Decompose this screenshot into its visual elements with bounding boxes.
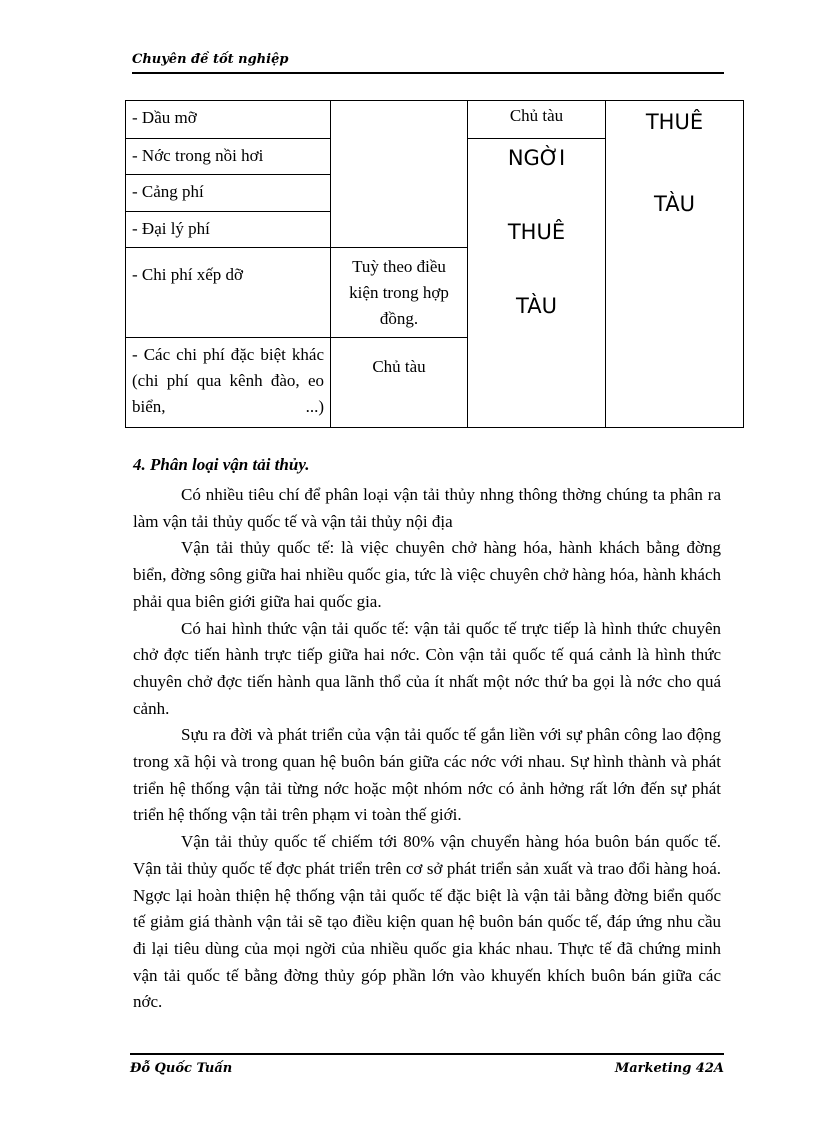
thue-label: THUÊ (507, 220, 566, 244)
table-cell-label: - Dầu mỡ (126, 101, 331, 139)
thue-label: THUÊ (645, 110, 704, 134)
table-cell-merged-thue-tau (606, 101, 744, 428)
header-title: Chuyên đề tốt nghiệp (132, 52, 289, 67)
table-cell-condition: Tuỳ theo điều kiện trong hợp đồng. (331, 248, 468, 338)
cost-allocation-table (125, 100, 744, 428)
table-cell-empty (331, 101, 468, 248)
table-cell-label: - Chi phí xếp dỡ (126, 248, 331, 338)
table-cell-label: - Đại lý phí (126, 212, 331, 248)
tau-label: TÀU (654, 192, 695, 216)
paragraph: Vận tải thủy quốc tế chiếm tới 80% vận chuyển hàng hóa buôn bán quốc tế. Vận tải thủy quốc tế đợc phát triển trên cơ sở phát triển sản xuất và trao đổi hàng hoá. Ngợc lại hoàn thiện hệ thống vận tải quốc tế đặc biệt là vận tải bằng đờng biển quốc tế giảm giá thành vận tải sẽ tạo điều kiện quan hệ buôn bán quốc tế, đáp ứng nhu cầu đi lại tiêu dùng của mọi ngời của nhiều quốc gia khác nhau. Thực tế đã chứng minh vận tải quốc tế bằng đờng thủy góp phần lớn vào khuyến khích buôn bán giữa các nớc. (133, 832, 721, 1012)
paragraph: Có hai hình thức vận tải quốc tế: vận tải quốc tế trực tiếp là hình thức chuyên chở đợc tiến hành trực tiếp giữa hai nớc. Còn vận tải quốc tế quá cảnh là hình thức chuyên chở đợc tiến hành qua lãnh thổ của ít nhất một nớc thứ ba gọi là nớc cho quá cảnh. (133, 618, 721, 718)
paragraph: Có nhiều tiêu chí để phân loại vận tải thủy nhng thông thờng chúng ta phân ra làm vận tải thủy quốc tế và vận tải thủy nội địa (133, 485, 721, 531)
table-cell-label: - Các chi phí đặc biệt khác (chi phí qua kênh đào, eo biển, ...) (126, 338, 331, 428)
paragraph: Vận tải thủy quốc tế: là việc chuyên chở hàng hóa, hành khách bằng đờng biển, đờng sông giữa hai nhiều quốc gia, tức là việc chuyên chở hàng hóa, hành khách phải qua biên giới giữa hai quốc gia. (133, 538, 721, 611)
table-cell-label: - Nớc trong nồi hơi (126, 139, 331, 175)
table-cell-owner: Chủ tàu (468, 101, 606, 139)
paragraph: Sựu ra đời và phát triển của vận tải quốc tế gắn liền với sự phân công lao động trong xã hội và trong quan hệ buôn bán giữa các nớc với nhau. Sự hình thành và phát triển hệ thống vận tải từng nớc hoặc một nhóm nớc có ảnh hởng rất lớn đến sự phát triển hệ thống vận tải trên phạm vi toàn thế giới. (133, 725, 721, 825)
table-cell-label: - Cảng phí (126, 175, 331, 212)
table-cell-owner: Chủ tàu (331, 338, 468, 428)
section-body (133, 452, 721, 1016)
tau-label: TÀU (516, 294, 557, 318)
page-header (132, 50, 724, 74)
table-cell-merged-nguoi-thue-tau (468, 139, 606, 428)
section-heading: 4. Phân loại vận tải thủy. (133, 455, 310, 474)
footer-class: Marketing 42A (614, 1061, 724, 1076)
page-footer (130, 1053, 724, 1079)
nguoi-label: NGỜI (507, 146, 566, 170)
footer-author: Đỗ Quốc Tuấn (130, 1061, 233, 1076)
table-row (126, 101, 744, 139)
